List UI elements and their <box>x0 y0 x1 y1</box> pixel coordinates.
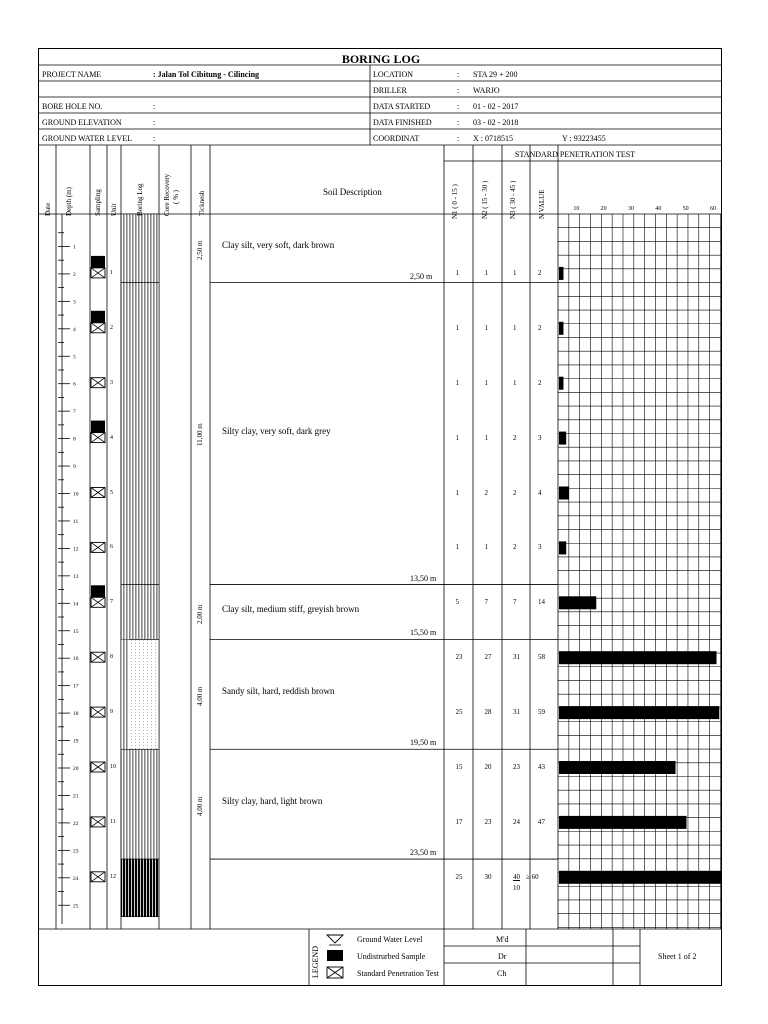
sample-n-value: 3 <box>538 543 542 552</box>
scale-label: 50 <box>682 206 689 212</box>
sample-n-value: 2 <box>538 268 542 277</box>
spt-bar <box>559 871 722 884</box>
sample-n-value: 58 <box>538 653 545 662</box>
sample-n2: 1 <box>484 268 488 277</box>
col-n1: N1 ( 0 - 15 ) <box>451 184 459 219</box>
depth-label: 14 <box>73 601 79 608</box>
boring-log-layer <box>121 749 159 859</box>
boring-log-layer <box>121 585 159 640</box>
sample-n1: 1 <box>455 488 459 497</box>
sample-n-value: 14 <box>538 598 545 607</box>
sample-n3: 1 <box>513 268 517 277</box>
project-name-label: PROJECT NAME <box>42 70 102 79</box>
spt-bar <box>559 487 569 500</box>
depth-label: 20 <box>73 766 79 772</box>
sample-n-value: 3 <box>538 433 542 442</box>
sample-n3: 31 <box>513 708 520 717</box>
sample-n1: 17 <box>455 817 463 826</box>
layer-thickness: 2,50 m <box>196 240 204 261</box>
legend-title: LEGEND <box>311 946 320 978</box>
sample-unit: 3 <box>110 379 113 386</box>
spt-title: STANDARD PENETRATION TEST <box>515 150 636 159</box>
sample-n2: 1 <box>484 433 488 442</box>
sample-n3: 2 <box>513 543 517 552</box>
sample-n1: 25 <box>455 708 463 717</box>
driller-label: DRILLER <box>373 86 407 95</box>
sample-n1: 1 <box>455 268 459 277</box>
sample-n1: 1 <box>455 323 459 332</box>
sample-unit: 1 <box>110 269 113 276</box>
depth-label: 10 <box>73 491 79 498</box>
depth-label: 8 <box>73 436 76 443</box>
footer-ch: Ch <box>497 969 507 978</box>
undisturbed-sample-marker <box>91 585 105 597</box>
spt-bar <box>559 377 563 390</box>
bore-hole-value: : <box>153 102 156 111</box>
col-sampling: Sampling <box>94 189 102 216</box>
sample-unit: 8 <box>110 654 113 661</box>
depth-label: 5 <box>73 354 76 361</box>
depth-label: 22 <box>73 820 79 827</box>
ground-water-value: : <box>153 134 156 143</box>
ground-water-icon <box>327 935 343 943</box>
spt-bar <box>559 816 686 829</box>
coordinat-y: Y : 93223455 <box>562 134 606 143</box>
layer-thickness: 11,00 m <box>196 422 204 446</box>
depth-label: 4 <box>73 326 76 333</box>
bore-hole-label: BORE HOLE NO. <box>42 102 103 111</box>
sample-unit: 7 <box>110 599 113 606</box>
depth-label: 18 <box>73 711 79 718</box>
col-boring-log: Boring Log <box>136 183 144 216</box>
driller-value: WARJO <box>473 86 500 95</box>
sample-n3: 31 <box>513 653 520 662</box>
sample-n2: 20 <box>484 763 492 771</box>
sample-n2: 27 <box>484 653 492 662</box>
footer-md: M'd <box>496 935 509 944</box>
depth-label: 19 <box>73 738 79 745</box>
sample-unit: 5 <box>110 489 113 496</box>
col-core-recovery-unit: ( % ) <box>172 190 180 204</box>
page-title: BORING LOG <box>341 52 421 66</box>
location-colon: : <box>457 70 460 79</box>
depth-label: 12 <box>73 546 79 553</box>
sample-n-value: 2 <box>538 378 542 387</box>
sample-n3: 2 <box>513 488 517 497</box>
coordinat-label: COORDINAT <box>373 134 420 143</box>
undisturbed-sample-icon <box>327 950 343 961</box>
layer-bottom-depth: 15,50 m <box>410 628 437 638</box>
depth-label: 25 <box>73 903 79 910</box>
spt-bar <box>559 322 563 335</box>
sample-n3: 1 <box>513 323 517 332</box>
depth-label: 2 <box>73 271 76 278</box>
col-n-value: N VALUE <box>538 189 546 219</box>
sample-n3: 24 <box>513 817 520 826</box>
col-core-recovery: Core Recovery <box>163 173 171 216</box>
ground-elevation-value: : <box>153 118 156 127</box>
sample-n2: 1 <box>484 543 488 552</box>
layer-bottom-depth: 2,50 m <box>410 271 433 281</box>
footer-dr: Dr <box>498 952 507 961</box>
sample-unit: 4 <box>110 434 113 441</box>
layer-thickness: 4,00 m <box>196 796 204 817</box>
sample-n1: 1 <box>455 378 459 387</box>
layer-description: Silty clay, very soft, dark grey <box>222 425 331 436</box>
legend-spt: Standard Penetration Test <box>357 969 439 978</box>
col-unit: Unit <box>110 203 118 216</box>
date-finished-value: 03 - 02 - 2018 <box>473 118 519 127</box>
sample-unit: 2 <box>110 324 113 331</box>
sample-n2: 1 <box>484 323 488 332</box>
depth-label: 16 <box>73 656 79 663</box>
col-date: Date <box>44 202 52 216</box>
col-n2: N2 ( 15 - 30 ) <box>481 180 489 219</box>
sample-unit: 10 <box>110 764 116 770</box>
sample-n3: 7 <box>513 598 517 607</box>
layer-thickness: 2,00 m <box>196 604 204 625</box>
driller-colon: : <box>457 86 460 95</box>
boring-log-layer <box>121 214 159 283</box>
sample-n2: 1 <box>484 378 488 387</box>
date-finished-colon: : <box>457 118 460 127</box>
coordinat-x: X : 0718515 <box>473 134 513 143</box>
layer-bottom-depth: 13,50 m <box>410 573 437 583</box>
date-started-value: 01 - 02 - 2017 <box>473 102 519 111</box>
sample-n3: 40 <box>513 872 520 881</box>
sample-n-value: 47 <box>538 817 545 826</box>
depth-label: 17 <box>73 683 79 690</box>
spt-bar <box>559 432 566 445</box>
layer-description: Clay silt, medium stiff, greyish brown <box>222 604 360 615</box>
sample-n1: 15 <box>455 763 463 771</box>
depth-label: 24 <box>73 875 79 882</box>
col-soil-description: Soil Description <box>323 187 382 197</box>
sample-n-value: 4 <box>538 488 542 497</box>
sample-n1: 5 <box>455 598 459 607</box>
undisturbed-sample-marker <box>91 421 105 433</box>
sample-n3: 1 <box>513 378 517 387</box>
sample-n1: 1 <box>455 543 459 552</box>
layer-bottom-depth: 23,50 m <box>410 848 437 858</box>
ground-elevation-label: GROUND ELEVATION <box>42 118 122 127</box>
sample-unit: 12 <box>110 873 116 880</box>
depth-label: 3 <box>73 299 76 306</box>
sample-unit: 6 <box>110 544 113 551</box>
date-finished-label: DATA FINISHED <box>373 118 432 127</box>
boring-log-edge <box>121 639 129 749</box>
col-thickness: Ticknesh <box>198 190 206 216</box>
legend-undisturbed: Undistrurbed Sample <box>357 952 426 961</box>
sample-n1: 23 <box>455 653 463 662</box>
col-depth: Depth (m) <box>65 187 73 216</box>
sample-n-value: 59 <box>538 708 545 717</box>
sheet-number: Sheet 1 of 2 <box>658 952 697 961</box>
sample-n3: 23 <box>513 763 520 771</box>
layer-description: Silty clay, hard, light brown <box>222 796 323 807</box>
location-label: LOCATION <box>373 70 413 79</box>
sample-n2: 23 <box>484 817 492 826</box>
boring-log-layer <box>121 283 159 585</box>
depth-label: 7 <box>73 409 76 416</box>
scale-label: 30 <box>628 206 634 212</box>
layer-thickness: 4,00 m <box>196 686 204 707</box>
boring-log-sheet <box>38 48 722 986</box>
col-n3: N3 ( 30 - 45 ) <box>509 180 517 219</box>
sample-n2: 7 <box>484 598 488 607</box>
depth-label: 21 <box>73 793 79 800</box>
depth-label: 11 <box>73 518 79 525</box>
spt-bar <box>559 651 717 664</box>
location-value: STA 29 + 200 <box>473 70 518 79</box>
sample-unit: 9 <box>110 709 113 716</box>
spt-bar <box>559 761 676 774</box>
project-name-value: : Jalan Tol Cibitung - Cilincing <box>153 70 260 79</box>
boring-log-layer <box>121 859 159 917</box>
date-started-label: DATA STARTED <box>373 102 431 111</box>
layer-description: Sandy silt, hard, reddish brown <box>222 686 335 697</box>
sample-n-value: 2 <box>538 323 542 332</box>
sample-n3: 2 <box>513 433 517 442</box>
spt-bar <box>559 706 719 719</box>
undisturbed-sample-marker <box>91 311 105 323</box>
scale-label: 60 <box>710 206 716 212</box>
depth-label: 13 <box>73 573 79 580</box>
spt-bar <box>559 541 566 554</box>
depth-label: 1 <box>73 244 76 251</box>
sample-n2: 28 <box>484 708 492 717</box>
scale-label: 10 <box>573 206 580 212</box>
legend-ground-water: Ground Water Level <box>357 935 423 944</box>
sample-n1: 1 <box>455 433 459 442</box>
sample-n2: 30 <box>484 872 492 881</box>
coordinat-colon: : <box>457 134 460 143</box>
depth-label: 15 <box>73 628 79 635</box>
sample-n-value: ≥ 60 <box>526 872 539 881</box>
spt-bar <box>559 267 563 280</box>
spt-bar <box>559 596 596 609</box>
sample-n2: 2 <box>484 488 488 497</box>
date-started-colon: : <box>457 102 460 111</box>
undisturbed-sample-marker <box>91 256 105 268</box>
layer-bottom-depth: 19,50 m <box>410 738 437 748</box>
sample-n3-denominator: 10 <box>513 883 520 892</box>
scale-label: 20 <box>600 206 607 212</box>
sample-n1: 25 <box>455 872 463 881</box>
layer-description: Clay silt, very soft, dark brown <box>222 240 335 251</box>
depth-label: 9 <box>73 464 76 471</box>
sample-unit: 11 <box>110 818 116 825</box>
scale-label: 40 <box>655 206 662 212</box>
sample-n-value: 43 <box>538 763 545 771</box>
ground-water-label: GROUND WATER LEVEL <box>42 134 133 143</box>
depth-label: 6 <box>73 381 76 388</box>
depth-label: 23 <box>73 848 79 855</box>
